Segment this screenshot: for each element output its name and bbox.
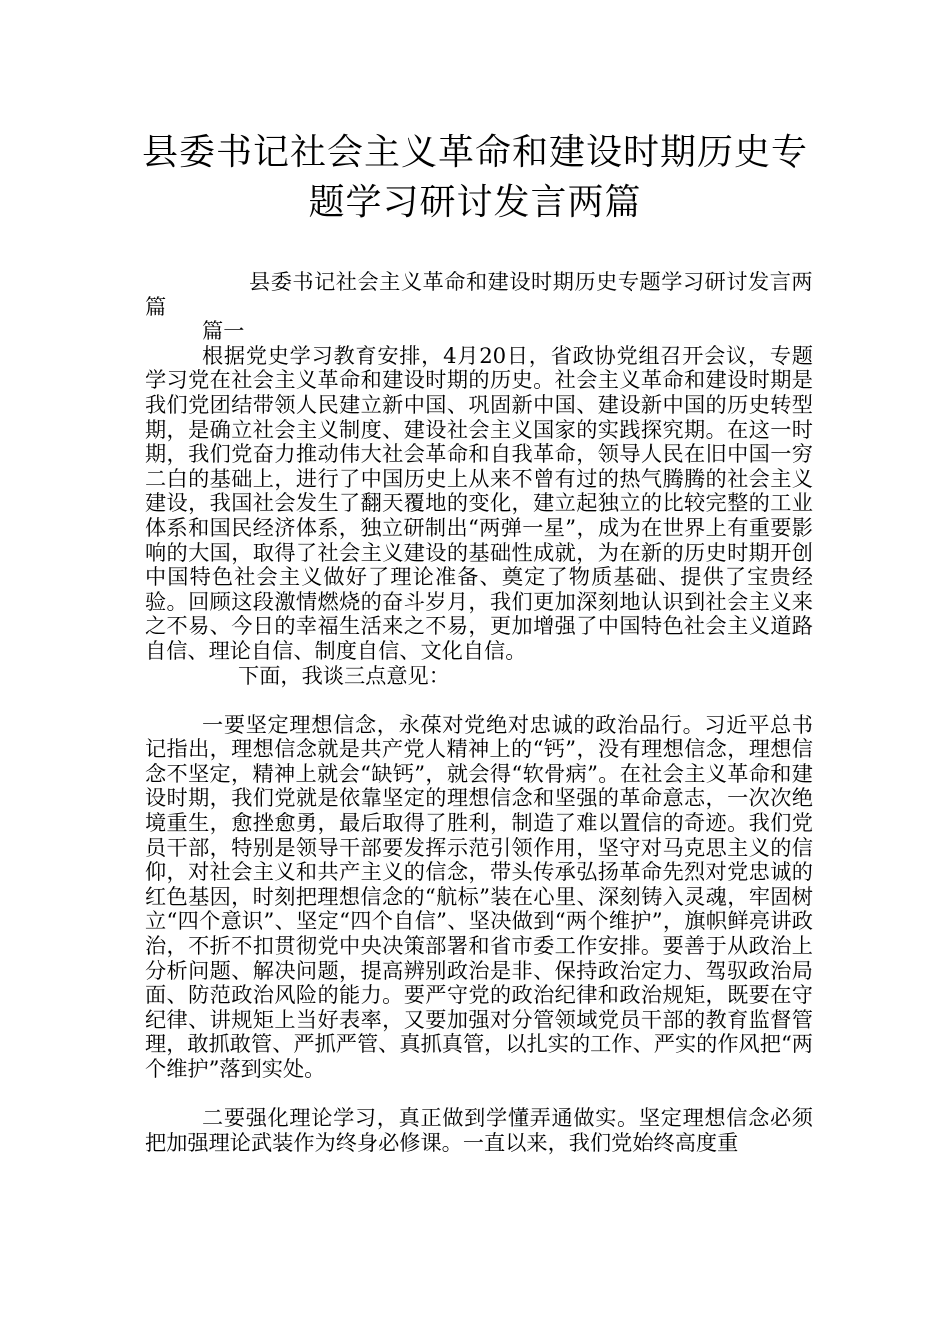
paragraph-intro: 根据党史学习教育安排，4月20日，省政协党组召开会议，专题学习党在社会主义革命和建设时期的历史。社会主义革命和建设时期是我们党团结带领人民建立新中国、巩固新中国、建设新中国的历史转型期，是确立社会主义制度、建设社会主义国家的实践探究期。在这一时期，我们党奋力推动伟大社会革命和自我革命，领导人民在旧中国一穷二白的基础上，进行了中国历史上从来不曾有过的热气腾腾的社会主义建设，我国社会发生了翻天覆地的变化，建立起独立的比较完整的工业体系和国民经济体系，独立研制出“两弹一星”，成为在世界上有重要影响的大国，取得了社会主义建设的基础性成就，为在新的历史时期开创中国特色社会主义做好了理论准备、奠定了物质基础、提供了宝贵经验。回顾这段激情燃烧的奋斗岁月，我们更加深刻地认识到社会主义来之不易、今日的幸福生活来之不易，更加增强了中国特色社会主义道路自信、理论自信、制度自信、文化自信。 [145,342,813,663]
title-line-1: 县委书记社会主义革命和建设时期历史专 [141,132,808,173]
document-title [100,128,850,228]
document-subtitle: 县委书记社会主义革命和建设时期历史专题学习研讨发言两篇 [145,269,813,319]
paragraph-lead-in: 下面，我谈三点意见： [238,662,450,688]
paragraph-point-one: 一要坚定理想信念，永葆对党绝对忠诚的政治品行。习近平总书记指出，理想信念就是共产党人精神上的“钙”，没有理想信念，理想信念不坚定，精神上就会“缺钙”，就会得“软骨病”。在社会主义革命和建设时期，我们党就是依靠坚定的理想信念和坚强的革命意志，一次次绝境重生，愈挫愈勇，最后取得了胜利，制造了难以置信的奇迹。我们党员干部，特别是领导干部要发挥示范引领作用，坚守对马克思主义的信仰，对社会主义和共产主义的信念，带头传承弘扬革命先烈对党忠诚的红色基因，时刻把理想信念的“航标”装在心里、深刻铸入灵魂，牢固树立“四个意识”、坚定“四个自信”、坚决做到“两个维护”，旗帜鲜亮讲政治，不折不扣贯彻党中央决策部署和省市委工作安排。要善于从政治上分析问题、解决问题，提高辨别政治是非、保持政治定力、驾驭政治局面、防范政治风险的能力。要严守党的政治纪律和政治规矩，既要在守纪律、讲规矩上当好表率，又要加强对分管领域党员干部的教育监督管理，敢抓敢管、严抓严管、真抓真管，以扎实的工作、严实的作风把“两个维护”落到实处。 [145,711,813,1081]
section-label: 篇一 [202,318,245,344]
title-line-2: 题学习研讨发言两篇 [308,182,642,223]
paragraph-gap [145,1082,813,1107]
paragraph-point-two: 二要强化理论学习，真正做到学懂弄通做实。坚定理想信念必须把加强理论武装作为终身必修课。一直以来，我们党始终高度重 [145,1105,813,1155]
paragraph-gap [145,688,813,713]
document-body [145,270,813,1155]
